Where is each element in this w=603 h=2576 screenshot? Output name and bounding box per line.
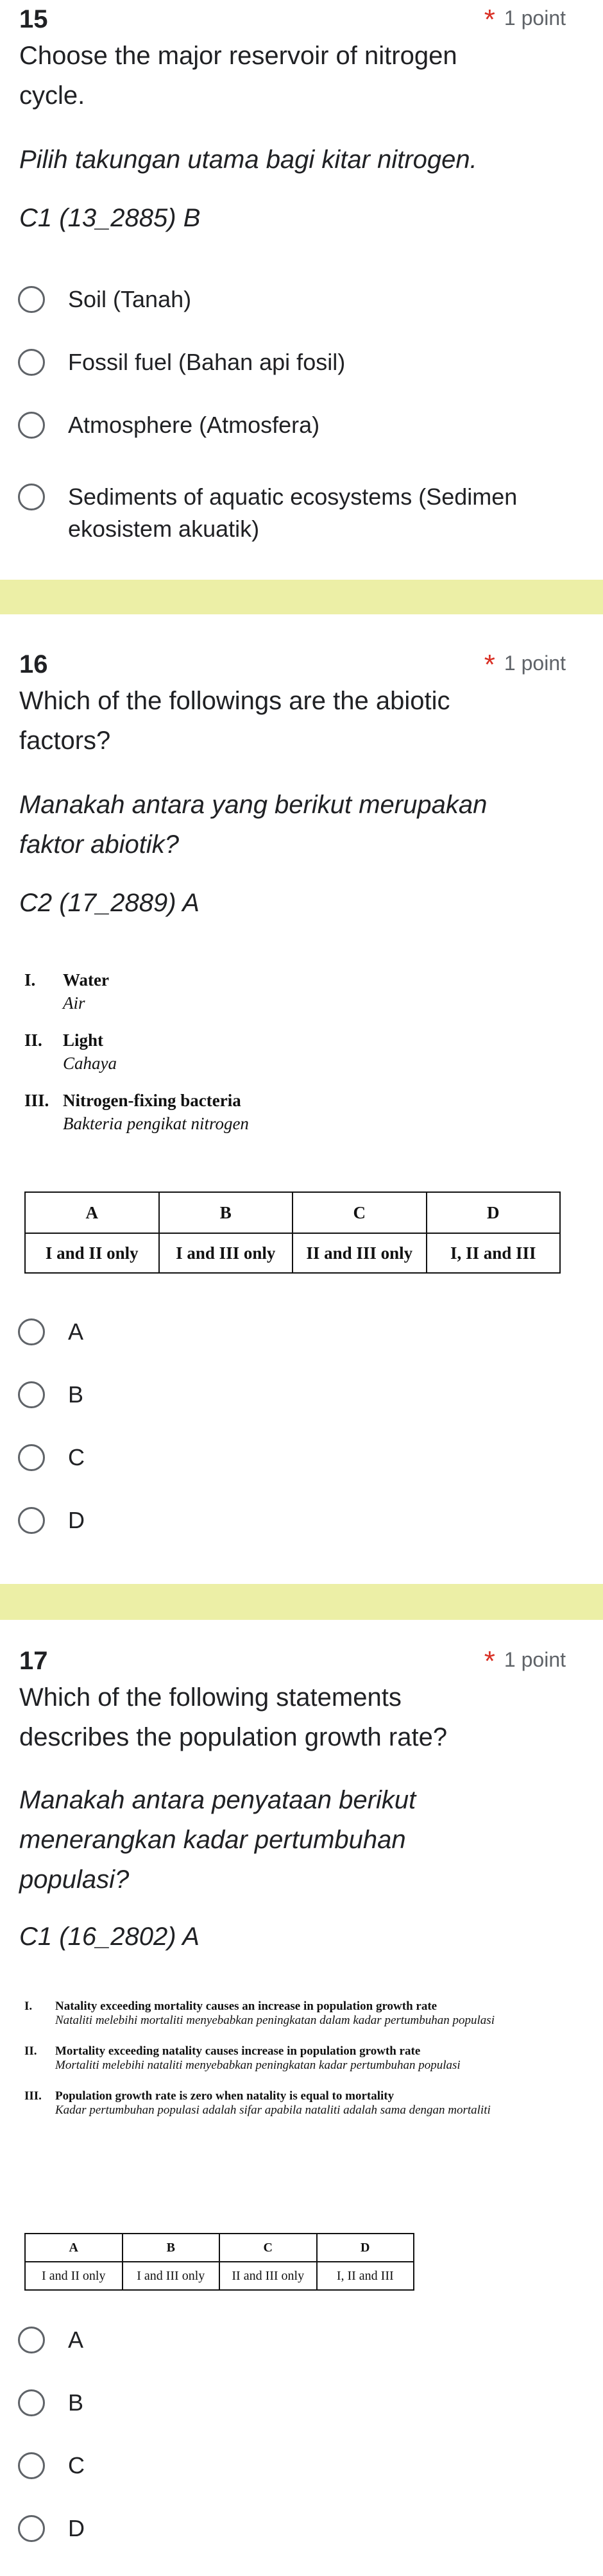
question-number: 17 (19, 1647, 48, 1675)
statement-number: II. (24, 1031, 42, 1050)
statement-malay: Air (63, 993, 85, 1013)
statement-english: Natality exceeding mortality causes an increase in population growth rate (55, 1999, 437, 2013)
option-label: A (68, 2327, 84, 2353)
option-a[interactable] (18, 2327, 581, 2356)
option-label: Sediments of aquatic ecosystems (Sedimen ekosistem akuatik) (68, 484, 518, 542)
option-d[interactable] (18, 1507, 581, 1536)
table-cell: II and III only (293, 1233, 427, 1273)
statement-malay: Mortaliti melebihi nataliti menyebabkan peningkatan kadar pertumbuhan populasi (55, 2058, 461, 2072)
table-header: D (317, 2234, 414, 2262)
section-divider (0, 1584, 603, 1620)
statement-malay: Kadar pertumbuhan populasi adalah sifar apabila nataliti adalah sama dengan mortaliti (55, 2103, 491, 2117)
table-header: D (427, 1192, 561, 1233)
statement-english: Nitrogen-fixing bacteria (63, 1091, 241, 1110)
option-label: Soil (Tanah) (68, 286, 192, 312)
option-a[interactable] (18, 1318, 581, 1348)
table-cell: I and III only (123, 2262, 220, 2290)
option-b[interactable] (18, 2389, 581, 2419)
question-15-card (0, 0, 603, 577)
question-title: Which of the followings are the abiotic factors? (19, 687, 450, 755)
statement-english: Light (63, 1031, 104, 1050)
option-label: D (68, 2515, 85, 2541)
option-sediments[interactable] (18, 484, 581, 545)
statement-number: III. (24, 1091, 49, 1110)
question-code: C1 (16_2802) A (19, 1923, 200, 1951)
question-16-card (0, 614, 603, 1584)
statement-item (24, 1089, 249, 1135)
statement-number: II. (24, 2044, 37, 2058)
option-label: C (68, 1444, 85, 1470)
option-label: C (68, 2452, 85, 2479)
option-c[interactable] (18, 1444, 581, 1474)
required-asterisk-icon: * (484, 649, 495, 680)
question-code: C1 (13_2885) B (19, 204, 201, 232)
statement-number: III. (24, 2089, 42, 2103)
table-cell: I and II only (25, 2262, 123, 2290)
statement-item (24, 2044, 557, 2073)
statement-list (24, 1999, 557, 2117)
radio-button[interactable] (18, 2389, 45, 2416)
radio-button[interactable] (18, 1381, 45, 1408)
required-asterisk-icon: * (484, 1646, 495, 1677)
question-title-malay: Manakah antara penyataan berikut menerangkan kadar pertumbuhan populasi? (19, 1786, 416, 1894)
question-17-card (0, 1620, 603, 2576)
statement-item (24, 968, 249, 1014)
table-header: A (25, 2234, 123, 2262)
radio-button[interactable] (18, 2327, 45, 2353)
radio-button[interactable] (18, 349, 45, 376)
statement-english: Population growth rate is zero when natality is equal to mortality (55, 2089, 395, 2103)
radio-button[interactable] (18, 2452, 45, 2479)
option-label: Atmosphere (Atmosfera) (68, 412, 320, 438)
statement-item (24, 1999, 557, 2028)
table-cell: I, II and III (427, 1233, 561, 1273)
option-atmosphere[interactable] (18, 412, 581, 441)
radio-button[interactable] (18, 412, 45, 439)
option-label: B (68, 1381, 84, 1408)
table-cell: I and III only (159, 1233, 293, 1273)
points-label (484, 649, 566, 681)
option-label: D (68, 1507, 85, 1533)
radio-button[interactable] (18, 1444, 45, 1471)
answer-table (24, 2233, 414, 2291)
question-title: Which of the following statements describes the population growth rate? (19, 1683, 448, 1751)
table-cell: II and III only (219, 2262, 317, 2290)
radio-button[interactable] (18, 1318, 45, 1345)
table-header: B (159, 1192, 293, 1233)
statement-malay: Cahaya (63, 1054, 117, 1073)
question-number: 16 (19, 650, 48, 678)
statement-malay: Bakteria pengikat nitrogen (63, 1114, 249, 1133)
table-cell: I and II only (25, 1233, 159, 1273)
table-header: B (123, 2234, 220, 2262)
points-text: 1 point (504, 6, 566, 29)
statement-english: Mortality exceeding natality causes increase in population growth rate (55, 2044, 421, 2058)
question-number: 15 (19, 5, 48, 33)
option-label: Fossil fuel (Bahan api fosil) (68, 349, 346, 375)
table-cell: I, II and III (317, 2262, 414, 2290)
question-title-malay: Pilih takungan utama bagi kitar nitrogen. (19, 146, 477, 174)
option-label: A (68, 1318, 84, 1345)
radio-button[interactable] (18, 2515, 45, 2542)
statement-number: I. (24, 1999, 33, 2013)
points-text: 1 point (504, 1648, 566, 1671)
required-asterisk-icon: * (484, 4, 495, 35)
statement-item (24, 2089, 557, 2117)
question-title: Choose the major reservoir of nitrogen cycle. (19, 42, 457, 110)
points-text: 1 point (504, 652, 566, 675)
radio-button[interactable] (18, 1507, 45, 1534)
option-c[interactable] (18, 2452, 581, 2482)
points-label (484, 4, 566, 36)
statement-list (24, 968, 249, 1135)
table-header: A (25, 1192, 159, 1233)
option-soil[interactable] (18, 286, 581, 316)
question-title-malay: Manakah antara yang berikut merupakan faktor abiotik? (19, 791, 488, 859)
radio-button[interactable] (18, 484, 45, 510)
question-code: C2 (17_2889) A (19, 889, 200, 917)
radio-button[interactable] (18, 286, 45, 313)
statement-english: Water (63, 970, 109, 989)
table-header: C (293, 1192, 427, 1233)
option-fossil-fuel[interactable] (18, 349, 581, 378)
option-label: B (68, 2389, 84, 2416)
option-b[interactable] (18, 1381, 581, 1411)
answer-table (24, 1191, 561, 1274)
statement-number: I. (24, 970, 36, 989)
section-divider (0, 580, 603, 614)
points-label (484, 1646, 566, 1678)
option-d[interactable] (18, 2515, 581, 2545)
statement-malay: Nataliti melebihi mortaliti menyebabkan peningkatan dalam kadar pertumbuhan populasi (55, 2014, 495, 2027)
statement-item (24, 1029, 249, 1075)
table-header: C (219, 2234, 317, 2262)
